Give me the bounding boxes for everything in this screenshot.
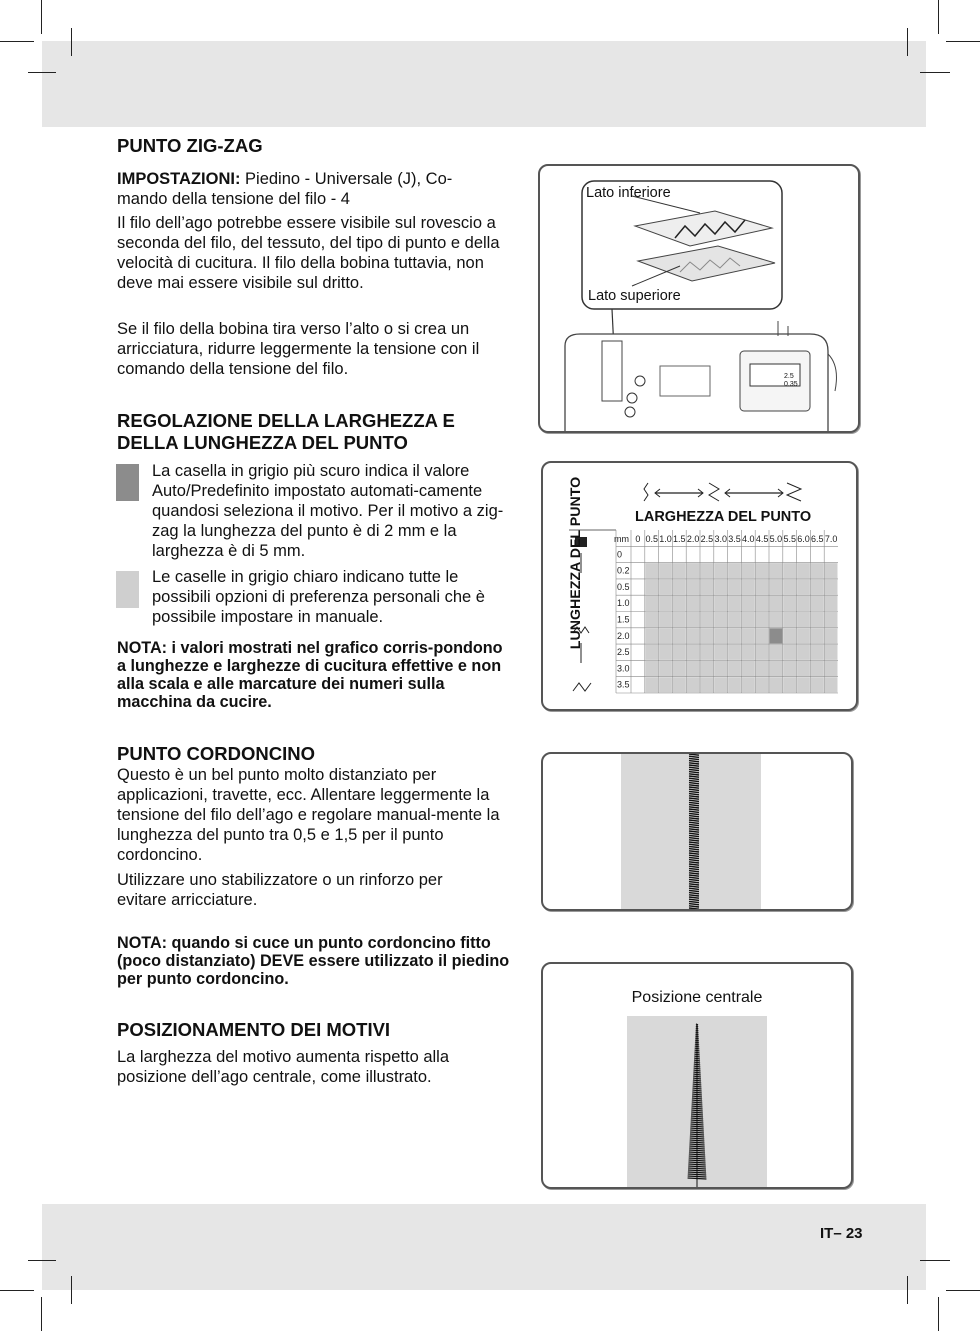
chart-cell (811, 661, 824, 676)
chart-cell (645, 596, 658, 611)
chart-cell (714, 579, 727, 594)
satin-stitch-illustration (543, 754, 851, 909)
chart-cell (645, 645, 658, 660)
machine-figure (538, 164, 860, 433)
footer-band (42, 1204, 926, 1290)
chart-cell (742, 596, 755, 611)
position-label: Posizione centrale (631, 989, 763, 1006)
width-tick: 0 (635, 534, 641, 544)
posizionamento-para1: La larghezza del motivo aumenta rispetto alla posizione dell’ago centrale, come illustrato. (117, 1048, 450, 1086)
chart-cell (756, 677, 769, 692)
chart-cell (742, 579, 755, 594)
chart-cell (742, 563, 755, 578)
chart-cell (701, 596, 714, 611)
chart-cell (811, 628, 824, 643)
chart-cell (783, 645, 796, 660)
chart-cell (645, 612, 658, 627)
chart-cell (673, 677, 686, 692)
regolazione-title (117, 410, 455, 454)
chart-cell (811, 579, 824, 594)
length-tick: 1.0 (617, 598, 630, 609)
display-value-1: 2.5 (784, 373, 794, 380)
width-tick: 7.0 (824, 534, 838, 544)
chart-cell (687, 677, 700, 692)
chart-cell (687, 645, 700, 660)
width-title: LARGHEZZA DEL PUNTO (635, 509, 812, 525)
chart-cell (728, 661, 741, 676)
chart-cell (756, 596, 769, 611)
chart-cell (770, 612, 783, 627)
chart-cell (728, 579, 741, 594)
chart-cell (687, 628, 700, 643)
chart-cell (728, 628, 741, 643)
chart-cell (687, 661, 700, 676)
chart-cell (742, 661, 755, 676)
chart-cell (797, 628, 810, 643)
chart-cell (687, 579, 700, 594)
chart-cell (659, 677, 672, 692)
length-tick: 1.5 (617, 614, 630, 625)
position-figure (541, 962, 853, 1189)
width-tick: 5.5 (783, 534, 796, 544)
chart-cell (756, 579, 769, 594)
light-swatch (116, 571, 139, 608)
chart-cell (701, 661, 714, 676)
chart-cell (701, 612, 714, 627)
chart-cell (756, 661, 769, 676)
width-tick: 1.0 (659, 534, 672, 544)
chart-cell (645, 677, 658, 692)
chart-cell (701, 563, 714, 578)
chart-cell (783, 612, 796, 627)
chart-cell (742, 628, 755, 643)
chart-cell (659, 661, 672, 676)
chart-cell (673, 661, 686, 676)
width-tick: 0.5 (645, 534, 658, 544)
settings-text: Piedino - Universale (J), Co-mando della tensione del filo - 4 (117, 170, 453, 208)
zigzag-title: PUNTO ZIG-ZAG (117, 135, 263, 156)
chart-cell (728, 563, 741, 578)
chart-cell (797, 612, 810, 627)
chart-cell (673, 579, 686, 594)
chart-cell (770, 645, 783, 660)
chart-cell (783, 596, 796, 611)
width-tick: 6.5 (811, 534, 824, 544)
chart-cell (714, 677, 727, 692)
chart-cell (756, 645, 769, 660)
label-bottom-side: Lato inferiore (586, 185, 671, 201)
chart-cell (770, 596, 783, 611)
dark-swatch (116, 464, 139, 501)
chart-cell (645, 661, 658, 676)
chart-cell (701, 579, 714, 594)
chart-cell (701, 645, 714, 660)
regolazione-nota: NOTA: i valori mostrati nel grafico corris-pondono a lunghezze e larghezze di cucitura effettive e non alla scala e alle marcature dei numeri sulla macchina da cucire. (117, 639, 503, 711)
chart-cell (811, 563, 824, 578)
chart-cell (825, 579, 838, 594)
posizionamento-title: POSIZIONAMENTO DEI MOTIVI (117, 1019, 391, 1040)
chart-cell (825, 563, 838, 578)
chart-cell (659, 596, 672, 611)
width-tick: 1.5 (673, 534, 686, 544)
width-tick: 2.0 (686, 534, 700, 544)
chart-cell (714, 645, 727, 660)
chart-cell (770, 661, 783, 676)
chart-cell (673, 645, 686, 660)
length-tick: 3.5 (617, 679, 630, 690)
chart-cell (825, 677, 838, 692)
chart-cell (825, 628, 838, 643)
chart-cell (714, 661, 727, 676)
chart-cell-default (770, 628, 783, 643)
length-tick: 3.0 (617, 663, 630, 674)
chart-cell (701, 628, 714, 643)
cordoncino-para2: Utilizzare uno stabilizzatore o un rinforzo per evitare arricciature. (117, 871, 443, 909)
chart-cell (797, 645, 810, 660)
length-tick: 0 (617, 549, 623, 560)
chart-cell (783, 628, 796, 643)
zigzag-settings (117, 169, 487, 209)
length-tick: 0.2 (617, 565, 630, 576)
stitch-chart (543, 463, 856, 709)
chart-cell (770, 677, 783, 692)
width-tick: 5.0 (769, 534, 783, 544)
page-number: IT– 23 (820, 1225, 863, 1242)
chart-cell (783, 661, 796, 676)
chart-cell (756, 563, 769, 578)
chart-cell (783, 579, 796, 594)
header-band (42, 41, 926, 127)
chart-cell (825, 612, 838, 627)
dark-swatch-text: La casella in grigio più scuro indica il valore Auto/Predefinito impostato automati-camente quandosi seleziona il motivo. Per il motivo a zig-zag la lunghezza del punto è di 2 mm e la larghezza è di 5 mm. (152, 462, 504, 560)
chart-cell (811, 596, 824, 611)
chart-cell (687, 612, 700, 627)
chart-cell (742, 677, 755, 692)
length-tick: 2.0 (617, 630, 630, 641)
chart-cell (714, 596, 727, 611)
chart-cell (728, 677, 741, 692)
chart-cell (687, 563, 700, 578)
chart-cell (811, 612, 824, 627)
length-tick: 0.5 (617, 581, 630, 592)
chart-cell (645, 563, 658, 578)
chart-cell (742, 612, 755, 627)
chart-cell (811, 645, 824, 660)
cordoncino-para1: Questo è un bel punto molto distanziato per applicazioni, travette, ecc. Allentare leggermente la tensione del filo dell’ago e regolare manual-mente la lunghezza del punto tra 0,5 e 1,5 per il punto cordoncino. (117, 766, 500, 864)
chart-cell (659, 563, 672, 578)
chart-cell (797, 661, 810, 676)
regolazione-title-line1: REGOLAZIONE DELLA LARGHEZZA E (117, 410, 455, 431)
width-tick: 6.0 (797, 534, 810, 544)
chart-cell (728, 596, 741, 611)
stitch-chart-figure (541, 461, 858, 711)
chart-cell (673, 563, 686, 578)
chart-cell (783, 563, 796, 578)
chart-cell (645, 628, 658, 643)
chart-cell (797, 579, 810, 594)
chart-cell (714, 628, 727, 643)
chart-cell (714, 612, 727, 627)
width-tick: 4.0 (742, 534, 755, 544)
chart-cell (673, 628, 686, 643)
light-swatch-text: Le caselle in grigio chiaro indicano tutte le possibili opzioni di preferenza personali che è possibile impostare in manuale. (152, 568, 485, 626)
cordoncino-nota: NOTA: quando si cuce un punto cordoncino fitto (poco distanziato) DEVE essere utilizzato il piedino per punto cordoncino. (117, 934, 510, 988)
cordoncino-title: PUNTO CORDONCINO (117, 743, 316, 764)
chart-cell (714, 563, 727, 578)
chart-cell (770, 563, 783, 578)
chart-grid (614, 530, 838, 693)
regolazione-title-line2: DELLA LUNGHEZZA DEL PUNTO (117, 432, 408, 453)
settings-label: IMPOSTAZIONI: (117, 170, 241, 188)
chart-cell (756, 628, 769, 643)
chart-cell (825, 661, 838, 676)
width-arrows (644, 483, 801, 501)
chart-cell (742, 645, 755, 660)
chart-cell (811, 677, 824, 692)
zigzag-para2: Se il filo della bobina tira verso l’alto o si crea un arricciatura, ridurre leggermente la tensione con il comando della tensione del filo. (117, 320, 480, 378)
length-tick: 2.5 (617, 647, 630, 658)
satin-stitch-figure (541, 752, 853, 911)
chart-cell (797, 677, 810, 692)
width-tick: 4.5 (755, 534, 769, 544)
display-value-2: 0.35 (784, 381, 798, 388)
chart-cell (825, 596, 838, 611)
chart-cell (756, 612, 769, 627)
chart-cell (728, 645, 741, 660)
chart-cell (701, 677, 714, 692)
chart-cell (728, 612, 741, 627)
label-top-side: Lato superiore (588, 288, 681, 304)
chart-cell (797, 596, 810, 611)
chart-cell (659, 628, 672, 643)
chart-cell (673, 612, 686, 627)
chart-cell (645, 579, 658, 594)
width-tick: 3.5 (728, 534, 741, 544)
chart-cell (797, 563, 810, 578)
chart-cell (783, 677, 796, 692)
chart-cell (770, 579, 783, 594)
chart-cell (825, 645, 838, 660)
width-tick: 3.0 (714, 534, 727, 544)
width-tick: 2.5 (700, 534, 714, 544)
chart-cell (659, 579, 672, 594)
chart-cell (659, 612, 672, 627)
chart-cell (659, 645, 672, 660)
chart-cell (673, 596, 686, 611)
unit-label: mm (614, 534, 629, 544)
length-title: LUNGHEZZA DEL PUNTO (568, 476, 584, 650)
chart-cell (687, 596, 700, 611)
zigzag-para1: Il filo dell’ago potrebbe essere visibile sul rovescio a seconda del filo, del tessuto, del tipo di punto e della velocità di cucitura. Il filo della bobina tuttavia, non deve mai essere visibile sul dritto. (117, 214, 500, 292)
